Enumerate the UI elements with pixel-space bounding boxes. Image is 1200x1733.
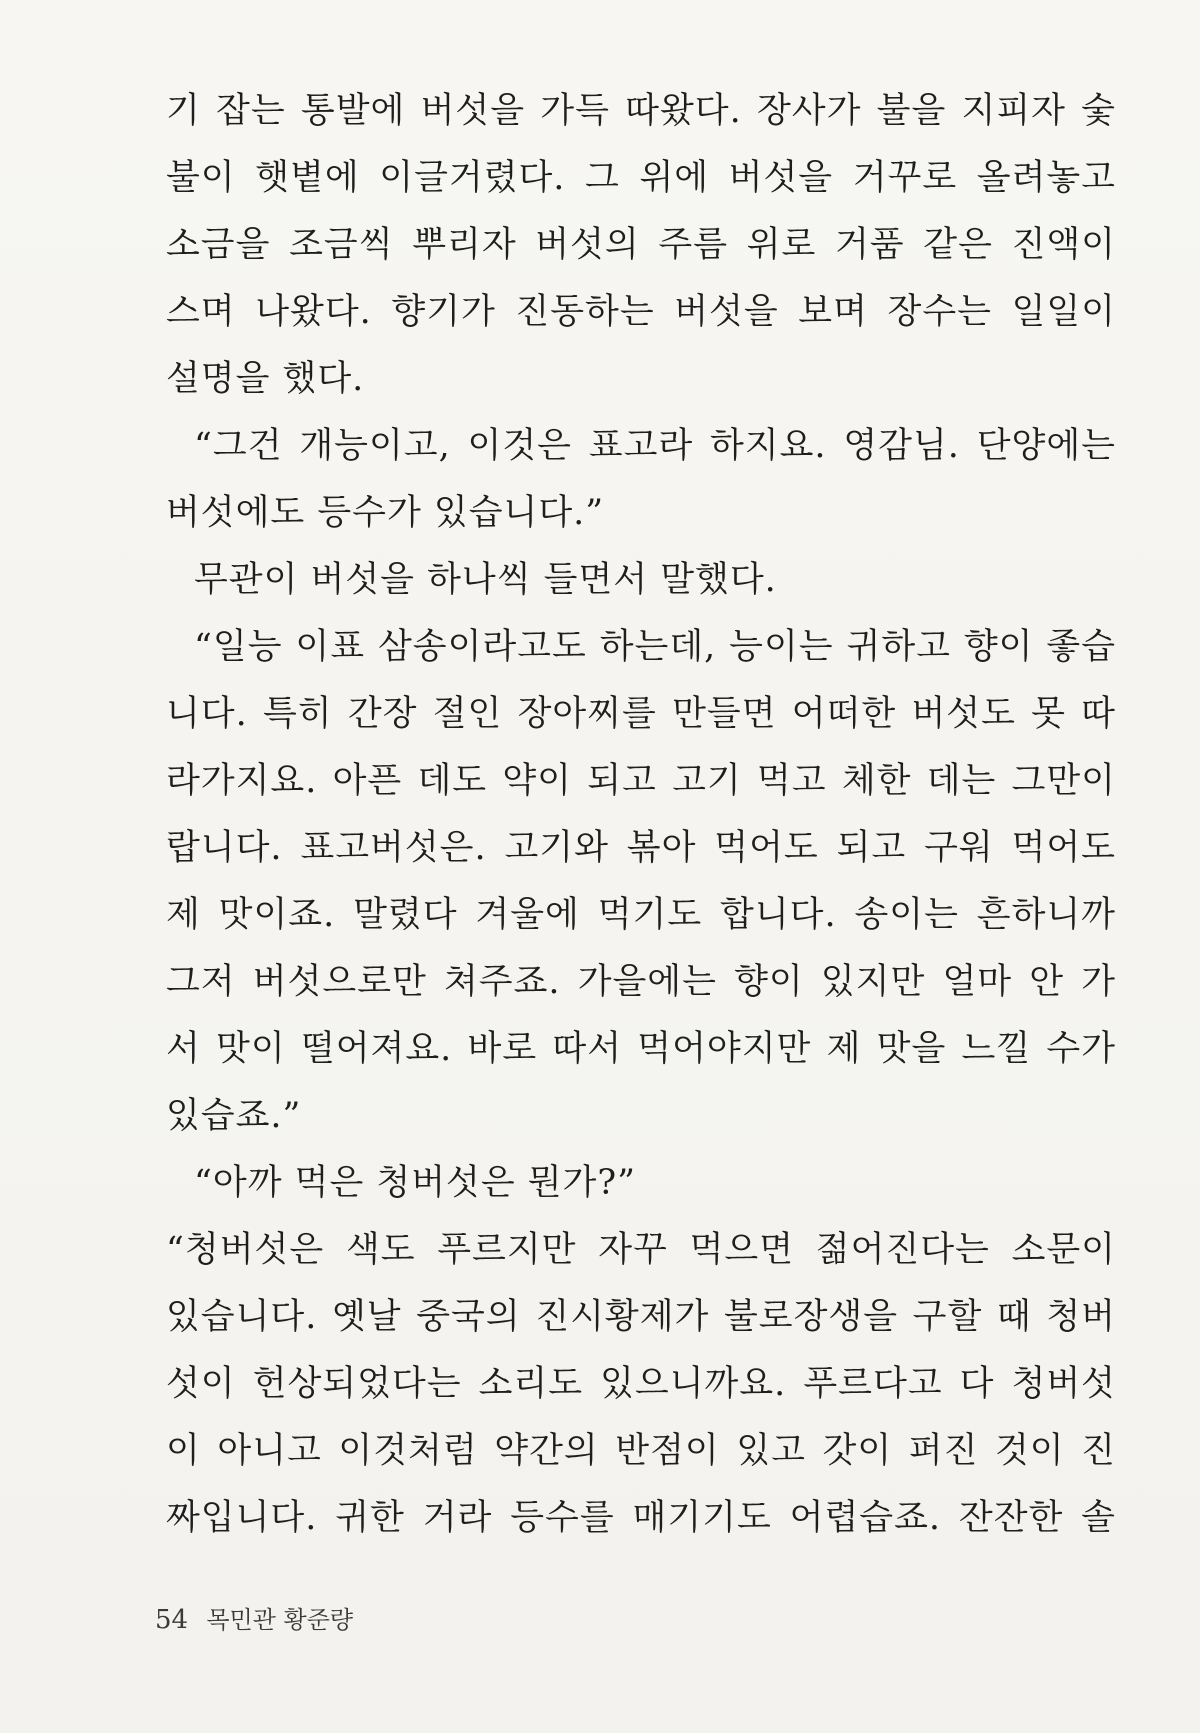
page-number: 54 [155, 1605, 189, 1635]
running-title: 목민관 황준량 [206, 1606, 354, 1634]
text-line: 있습죠.” [166, 1096, 302, 1136]
text-line: “청버섯은 색도 푸르지만 자꾸 먹으면 젊어진다는 소문이 [166, 1230, 1116, 1270]
text-line: “일능 이표 삼송이라고도 하는데, 능이는 귀하고 향이 좋습 [194, 627, 1116, 667]
text-line: 이 아니고 이것처럼 약간의 반점이 있고 갓이 퍼진 것이 진 [166, 1431, 1116, 1471]
text-line: 무관이 버섯을 하나씩 들면서 말했다. [194, 560, 777, 600]
text-line: 랍니다. 표고버섯은. 고기와 볶아 먹어도 되고 구워 먹어도 [166, 828, 1116, 868]
text-line: 소금을 조금씩 뿌리자 버섯의 주름 위로 거품 같은 진액이 [166, 225, 1116, 265]
text-line: 라가지요. 아픈 데도 약이 되고 고기 먹고 체한 데는 그만이 [166, 761, 1116, 801]
text-line: 그저 버섯으로만 쳐주죠. 가을에는 향이 있지만 얼마 안 가 [166, 962, 1116, 1002]
text-line: 기 잡는 통발에 버섯을 가득 따왔다. 장사가 불을 지피자 숯 [166, 91, 1116, 131]
text-line: “그건 개능이고, 이것은 표고라 하지요. 영감님. 단양에는 [194, 426, 1116, 466]
body-text [166, 78, 1116, 1552]
text-line: 설명을 했다. [166, 359, 365, 399]
text-line: 불이 햇볕에 이글거렸다. 그 위에 버섯을 거꾸로 올려놓고 [166, 158, 1116, 198]
text-line: 서 맛이 떨어져요. 바로 따서 먹어야지만 제 맛을 느낄 수가 [166, 1029, 1116, 1069]
text-line: 제 맛이죠. 말렸다 겨울에 먹기도 합니다. 송이는 흔하니까 [166, 895, 1116, 935]
text-line: 버섯에도 등수가 있습니다.” [166, 493, 605, 533]
text-line: 섯이 헌상되었다는 소리도 있으니까요. 푸르다고 다 청버섯 [166, 1364, 1116, 1404]
text-line: 짜입니다. 귀한 거라 등수를 매기기도 어렵습죠. 잔잔한 솔 [166, 1498, 1116, 1538]
text-line: 스며 나왔다. 향기가 진동하는 버섯을 보며 장수는 일일이 [166, 292, 1116, 332]
text-line: 니다. 특히 간장 절인 장아찌를 만들면 어떠한 버섯도 못 따 [166, 694, 1116, 734]
text-line: 있습니다. 옛날 중국의 진시황제가 불로장생을 구할 때 청버 [166, 1297, 1116, 1337]
text-line: “아까 먹은 청버섯은 뭔가?” [194, 1163, 637, 1203]
page-footer [155, 1600, 353, 1635]
